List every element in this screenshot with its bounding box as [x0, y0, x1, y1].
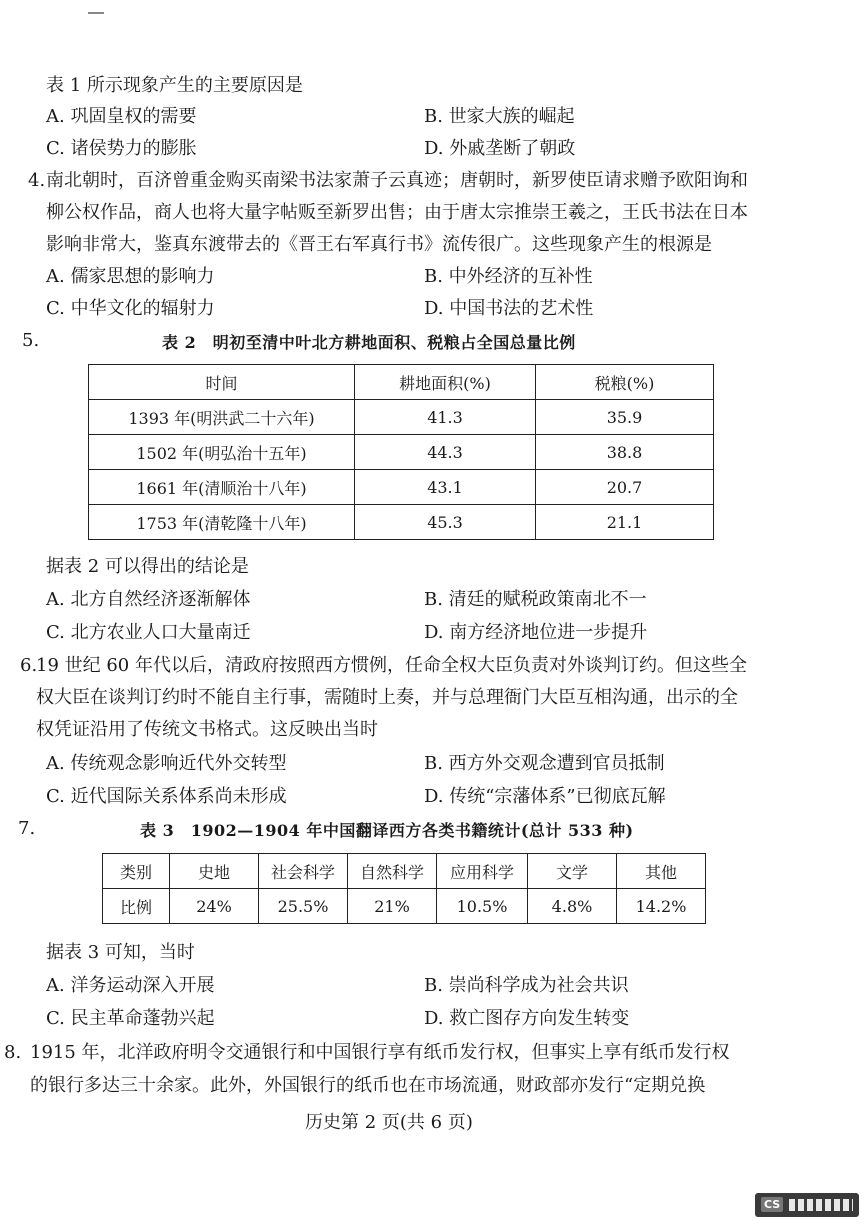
q4-number: 4. — [28, 170, 46, 191]
table-cell: 1502 年(明弘治十五年) — [89, 435, 355, 470]
table-header-cell: 文学 — [528, 854, 617, 889]
q4-line-2: 柳公权作品，商人也将大量字帖贩至新罗出售；由于唐太宗推崇王羲之，王氏书法在日本 — [46, 202, 748, 223]
table-cell: 14.2% — [617, 889, 706, 924]
table-cell: 45.3 — [355, 505, 536, 540]
table-header-cell: 税粮(%) — [536, 365, 714, 400]
table-header-cell: 自然科学 — [348, 854, 437, 889]
q4-option-c: C. 中华文化的辐射力 — [46, 298, 215, 319]
q4-option-d: D. 中国书法的艺术性 — [424, 298, 594, 319]
table-cell: 24% — [170, 889, 259, 924]
table-cell: 35.9 — [536, 400, 714, 435]
table-cell: 44.3 — [355, 435, 536, 470]
table-header-cell: 社会科学 — [259, 854, 348, 889]
table-row — [89, 470, 714, 505]
table-header-cell: 耕地面积(%) — [355, 365, 536, 400]
table-cell: 10.5% — [437, 889, 528, 924]
q6-line-1: 19 世纪 60 年代以后，清政府按照西方惯例，任命全权大臣负责对外谈判订约。但这些全 — [36, 655, 747, 676]
table-cell: 41.3 — [355, 400, 536, 435]
table-cell: 38.8 — [536, 435, 714, 470]
table-header-cell: 其他 — [617, 854, 706, 889]
table-cell: 1753 年(清乾隆十八年) — [89, 505, 355, 540]
table-row — [89, 435, 714, 470]
q6-option-d: D. 传统“宗藩体系”已彻底瓦解 — [424, 786, 666, 807]
table-cell: 25.5% — [259, 889, 348, 924]
q4-line-1: 南北朝时，百济曾重金购买南梁书法家萧子云真迹；唐朝时，新罗使臣请求赠予欧阳询和 — [46, 170, 748, 191]
q3-stem: 表 1 所示现象产生的主要原因是 — [46, 75, 303, 96]
table-header-cell: 类别 — [103, 854, 170, 889]
scanner-watermark — [755, 1193, 859, 1217]
q6-option-a: A. 传统观念影响近代外交转型 — [46, 753, 287, 774]
table-cell: 比例 — [103, 889, 170, 924]
q8-line-1: 1915 年，北洋政府明令交通银行和中国银行享有纸币发行权，但事实上享有纸币发行权 — [30, 1042, 730, 1063]
q7-option-b: B. 崇尚科学成为社会共识 — [424, 975, 629, 996]
scanner-logo-icon: CS — [761, 1197, 783, 1212]
table-cell: 43.1 — [355, 470, 536, 505]
q6-option-b: B. 西方外交观念遭到官员抵制 — [424, 753, 665, 774]
q7-number: 7. — [18, 818, 36, 839]
table-cell: 21.1 — [536, 505, 714, 540]
q4-option-b: B. 中外经济的互补性 — [424, 266, 593, 287]
q5-option-c: C. 北方农业人口大量南迁 — [46, 622, 251, 643]
table-header-cell: 史地 — [170, 854, 259, 889]
q8-line-2: 的银行多达三十余家。此外，外国银行的纸币也在市场流通，财政部亦发行“定期兑换 — [30, 1075, 706, 1096]
q7-option-c: C. 民主革命蓬勃兴起 — [46, 1008, 215, 1029]
table-cell: 4.8% — [528, 889, 617, 924]
q3-option-c: C. 诸侯势力的膨胀 — [46, 138, 197, 159]
table-3-caption: 表 3 1902—1904 年中国翻译西方各类书籍统计(总计 533 种) — [140, 821, 634, 840]
q5-option-d: D. 南方经济地位进一步提升 — [424, 622, 648, 643]
q4-line-3: 影响非常大，鉴真东渡带去的《晋王右军真行书》流传很广。这些现象产生的根源是 — [46, 234, 712, 255]
q7-option-a: A. 洋务运动深入开展 — [46, 975, 215, 996]
scan-mark — [88, 12, 104, 14]
table-header-row — [89, 365, 714, 400]
q5-stem: 据表 2 可以得出的结论是 — [46, 556, 249, 577]
q3-option-d: D. 外戚垄断了朝政 — [424, 138, 576, 159]
table-header-row — [103, 854, 706, 889]
table-row — [89, 400, 714, 435]
table-cell: 20.7 — [536, 470, 714, 505]
table-row — [103, 889, 706, 924]
table-row — [89, 505, 714, 540]
q6-line-2: 权大臣在谈判订约时不能自主行事，需随时上奏，并与总理衙门大臣互相沟通，出示的全 — [36, 687, 738, 708]
q7-stem: 据表 3 可知，当时 — [46, 942, 195, 963]
q3-option-b: B. 世家大族的崛起 — [424, 106, 575, 127]
q8-number: 8. — [4, 1042, 22, 1063]
table-cell: 1661 年(清顺治十八年) — [89, 470, 355, 505]
q6-option-c: C. 近代国际关系体系尚未形成 — [46, 786, 287, 807]
table-2-caption: 表 2 明初至清中叶北方耕地面积、税粮占全国总量比例 — [162, 333, 576, 352]
watermark-pattern — [789, 1199, 853, 1211]
q4-option-a: A. 儒家思想的影响力 — [46, 266, 215, 287]
q3-option-a: A. 巩固皇权的需要 — [46, 106, 197, 127]
table-cell: 21% — [348, 889, 437, 924]
q6-number: 6. — [20, 655, 38, 676]
q5-option-a: A. 北方自然经济逐渐解体 — [46, 589, 251, 610]
q6-line-3: 权凭证沿用了传统文书格式。这反映出当时 — [36, 719, 378, 740]
q5-number: 5. — [22, 330, 40, 351]
table-header-cell: 时间 — [89, 365, 355, 400]
table-2 — [88, 364, 714, 540]
page-footer: 历史第 2 页(共 6 页) — [305, 1112, 473, 1133]
table-3 — [102, 853, 706, 924]
table-header-cell: 应用科学 — [437, 854, 528, 889]
table-cell: 1393 年(明洪武二十六年) — [89, 400, 355, 435]
q5-option-b: B. 清廷的赋税政策南北不一 — [424, 589, 647, 610]
q7-option-d: D. 救亡图存方向发生转变 — [424, 1008, 630, 1029]
